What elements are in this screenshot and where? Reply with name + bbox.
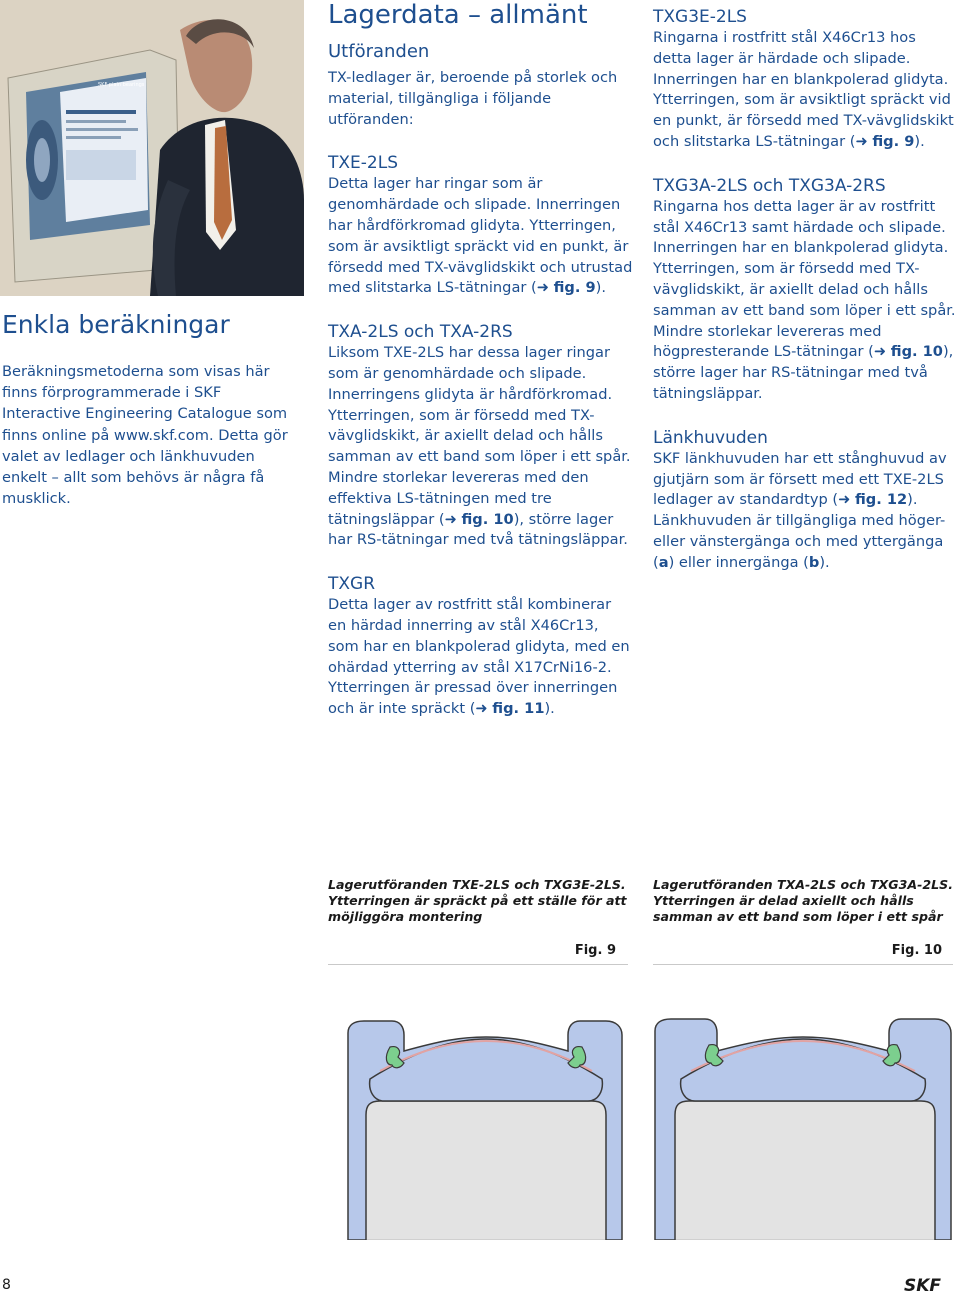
heading-txa-2ls-txa-2rs: TXA-2LS och TXA-2RS <box>328 322 513 343</box>
figure-reference[interactable]: fig. 11 <box>492 700 545 718</box>
sidebar-body-text: Beräkningsmetoderna som visas här finns förprogrammerade i SKF Interactive Engineering Catalogue som finns online på www.skf.com. Detta gör valet av ledlager och länkhuvuden enkelt – allt som behövs är några få musklick. <box>2 363 288 508</box>
arrow-right-icon: ➜ <box>855 132 873 150</box>
figure-9-label: Fig. 9 <box>574 943 616 958</box>
heading-txgr: TXGR <box>328 574 376 595</box>
figure-10-label: Fig. 10 <box>891 943 942 958</box>
figure-9-caption: Lagerutföranden TXE-2LS och TXG3E-2LS. Ytterringen är spräckt på ett ställe för att möjliggöra montering <box>328 877 627 924</box>
page-number: 8 <box>2 1277 11 1293</box>
paragraph-txg3e-2ls: Ringarna i rostfritt stål X46Cr13 hos detta lager är härdade och slipade. Innerringen har en blankpolerad glidyta. Ytterringen, som är avsiktligt spräckt vid en punkt, är försedd med TX-vävglidskikt och slitstarka LS-tätningar (➜ fig. 9). <box>653 29 954 150</box>
figure-reference[interactable]: fig. 12 <box>854 491 908 509</box>
sidebar-heading: Enkla beräkningar <box>2 310 230 339</box>
paragraph-txa-2ls: Liksom TXE-2LS har dessa lager ringar som är genomhärdade och slipade. Innerringens glidyta är hårdförkromad. Ytterringen, som är försedd med TX-vävglidskikt, är axiellt delad och hålls samman av ett band som löper i ett spår. Mindre storlekar levereras med den effektiva LS-tätningen med tre tätningsläppar (➜ fig. 10), större lager har RS-tätningar med två tätningsläppar. <box>328 344 631 549</box>
figure-reference[interactable]: fig. 9 <box>872 132 915 150</box>
right-column <box>653 6 958 574</box>
figure-reference[interactable]: fig. 10 <box>461 510 514 528</box>
arrow-right-icon: ➜ <box>475 700 493 718</box>
page-title: Lagerdata – allmänt <box>328 0 588 30</box>
figure-reference[interactable]: fig. 10 <box>890 343 943 361</box>
paragraph-lankhuvuden: SKF länkhuvuden har ett stånghuvud av gjutjärn som är försett med ett TXE-2LS ledlager av standardtyp (➜ fig. 12). Länkhuvuden är tillgängliga med höger- eller vänstergänga och med yttergänga (a) eller innergänga (b). <box>653 449 947 571</box>
section-heading-utforanden: Utföranden <box>328 41 430 62</box>
heading-txe-2ls: TXE-2LS <box>328 153 398 174</box>
heading-lankhuvuden: Länkhuvuden <box>653 427 768 448</box>
paragraph-txg3a: Ringarna hos detta lager är av rostfritt stål X46Cr13 samt härdade och slipade. Innerringen har en blankpolerad glidyta. Ytterringen, som är försedd med TX-vävglidskikt, är axiellt delad och hålls samman av ett band som löper i ett spår. Mindre storlekar levereras med högpresterande LS-tätningar (➜ fig. 10), större lager har RS-tätningar med två tätningsläppar. <box>653 197 956 402</box>
arrow-right-icon: ➜ <box>873 343 891 361</box>
paragraph-txgr: Detta lager av rostfritt stål kombinerar en härdad innerring av stål X46Cr13, som har en blankpolerad glidyta, med en ohärdad ytterring av stål X17CrNi16-2. Ytterringen är pressad över innerringen och är inte spräckt (➜ fig. 11). <box>328 596 630 718</box>
arrow-right-icon: ➜ <box>444 510 462 528</box>
figure-10-caption: Lagerutföranden TXA-2LS och TXG3A-2LS. Ytterringen är delad axiellt och hålls samman av ett band som löper i ett spår <box>653 877 953 924</box>
main-column <box>328 40 633 720</box>
figure-9-rule <box>328 964 628 965</box>
svg-text:SKF plain bearings: SKF plain bearings <box>98 82 145 88</box>
heading-txg3a: TXG3A-2LS och TXG3A-2RS <box>653 175 886 196</box>
svg-text:SKF: SKF <box>904 1276 942 1294</box>
skf-logo <box>904 1276 958 1294</box>
photo-engineer-at-computer <box>0 0 304 296</box>
figure-10-rule <box>653 964 953 965</box>
arrow-right-icon: ➜ <box>536 279 554 297</box>
figure-9-bearing-illustration <box>340 1005 632 1240</box>
paragraph-txe-2ls: Detta lager har ringar som är genomhärdade och slipade. Innerringen har hårdförkromad glidyta. Ytterringen, som är avsiktligt spräckt vid en punkt, är försedd med TX-vävglidskikt och utrustad med slitstarka LS-tätningar (➜ fig. 9). <box>328 175 633 297</box>
heading-txg3e-2ls: TXG3E-2LS <box>653 7 747 27</box>
figure-reference[interactable]: fig. 9 <box>553 279 596 297</box>
arrow-right-icon: ➜ <box>838 491 855 509</box>
figure-10-bearing-illustration <box>653 1005 953 1240</box>
intro-paragraph: TX-ledlager är, beroende på storlek och material, tillgängliga i följande utföranden: <box>328 69 618 128</box>
